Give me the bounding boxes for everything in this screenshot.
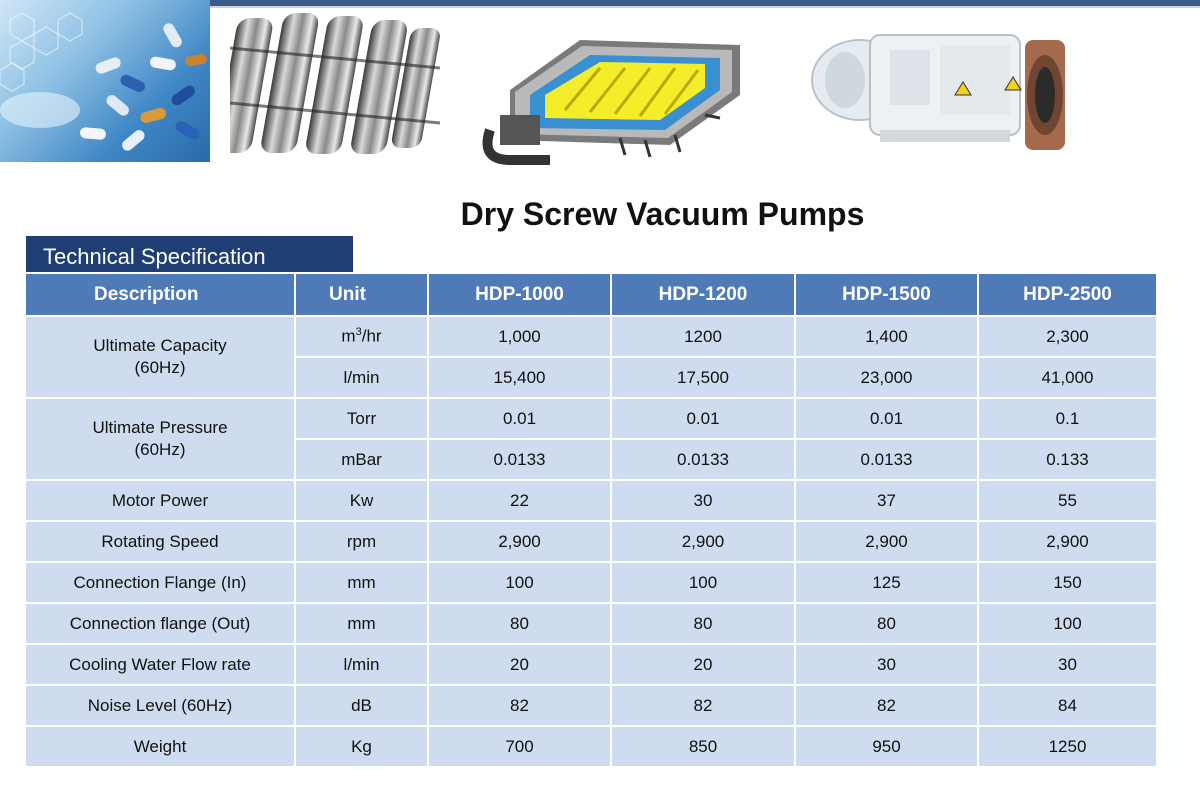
- unit-cell: dB: [296, 686, 427, 725]
- unit-header: Unit: [296, 274, 427, 315]
- description-cell: Weight: [26, 727, 294, 766]
- value-cell: 0.133: [979, 440, 1156, 479]
- cutaway-graphic: [470, 20, 760, 170]
- value-cell: 80: [429, 604, 610, 643]
- unit-cell: [296, 317, 427, 356]
- table-row: [26, 399, 1156, 438]
- description-cell: Cooling Water Flow rate: [26, 645, 294, 684]
- ultimate-capacity-line1: Ultimate Capacity: [93, 336, 227, 355]
- model-header-hdp-1500: HDP-1500: [796, 274, 977, 315]
- unit-cell: Torr: [296, 399, 427, 438]
- unit-cell: mm: [296, 604, 427, 643]
- unit-base: m: [341, 326, 356, 346]
- unit-cell: Kw: [296, 481, 427, 520]
- screw-rotors-photo: [230, 8, 440, 160]
- table-row: [26, 645, 1156, 684]
- value-cell: 0.0133: [429, 440, 610, 479]
- value-cell: 55: [979, 481, 1156, 520]
- page-title-text: Dry Screw Vacuum Pumps: [460, 196, 865, 232]
- value-cell: 0.0133: [612, 440, 794, 479]
- pharmaceutical-capsules-photo: [0, 0, 210, 162]
- value-cell: 20: [612, 645, 794, 684]
- page-title: [0, 196, 1200, 233]
- table-row: [26, 727, 1156, 766]
- value-cell: 15,400: [429, 358, 610, 397]
- value-cell: 22: [429, 481, 610, 520]
- unit-cell: mm: [296, 563, 427, 602]
- rotors-graphic: [230, 8, 440, 160]
- value-cell: 2,900: [612, 522, 794, 561]
- ultimate-pressure-line1: Ultimate Pressure: [92, 418, 228, 437]
- table-row: [26, 522, 1156, 561]
- value-cell: 1,000: [429, 317, 610, 356]
- capsules-graphic: [0, 0, 210, 162]
- description-cell: Rotating Speed: [26, 522, 294, 561]
- value-cell: 37: [796, 481, 977, 520]
- value-cell: 41,000: [979, 358, 1156, 397]
- value-cell: 700: [429, 727, 610, 766]
- value-cell: 950: [796, 727, 977, 766]
- unit-cell: l/min: [296, 358, 427, 397]
- ultimate-capacity-line2: (60Hz): [134, 358, 186, 377]
- value-cell: 100: [612, 563, 794, 602]
- unit-superscript: 3: [355, 326, 362, 339]
- unit-cell: rpm: [296, 522, 427, 561]
- value-cell: 2,900: [979, 522, 1156, 561]
- description-header: Description: [26, 274, 294, 315]
- technical-specification-tab: [26, 236, 353, 272]
- unit-cell: Kg: [296, 727, 427, 766]
- table-row: [26, 686, 1156, 725]
- table-row: [26, 317, 1156, 356]
- value-cell: 100: [429, 563, 610, 602]
- model-header-hdp-1200: HDP-1200: [612, 274, 794, 315]
- value-cell: 2,300: [979, 317, 1156, 356]
- value-cell: 80: [796, 604, 977, 643]
- vacuum-pump-unit-photo: [800, 10, 1090, 170]
- value-cell: 82: [429, 686, 610, 725]
- pump-cutaway-illustration: [470, 20, 760, 170]
- value-cell: 23,000: [796, 358, 977, 397]
- value-cell: 850: [612, 727, 794, 766]
- value-cell: 0.0133: [796, 440, 977, 479]
- value-cell: 80: [612, 604, 794, 643]
- ultimate-pressure-line2: (60Hz): [134, 440, 186, 459]
- value-cell: 20: [429, 645, 610, 684]
- value-cell: 0.01: [612, 399, 794, 438]
- value-cell: 125: [796, 563, 977, 602]
- value-cell: 0.01: [429, 399, 610, 438]
- value-cell: 82: [612, 686, 794, 725]
- value-cell: 0.01: [796, 399, 977, 438]
- value-cell: 1250: [979, 727, 1156, 766]
- unit-tail: /hr: [361, 326, 382, 346]
- description-cell: Connection Flange (In): [26, 563, 294, 602]
- table-header-row: [26, 274, 1156, 315]
- table-row: [26, 604, 1156, 643]
- value-cell: 17,500: [612, 358, 794, 397]
- value-cell: 82: [796, 686, 977, 725]
- pump-unit-graphic: [800, 10, 1090, 170]
- model-header-hdp-1000: HDP-1000: [429, 274, 610, 315]
- value-cell: 84: [979, 686, 1156, 725]
- model-header-hdp-2500: HDP-2500: [979, 274, 1156, 315]
- section-tab-label: Technical Specification: [43, 244, 266, 269]
- ultimate-pressure-label: [26, 399, 294, 479]
- ultimate-capacity-label: [26, 317, 294, 397]
- unit-cell: l/min: [296, 645, 427, 684]
- value-cell: 30: [979, 645, 1156, 684]
- unit-cell: mBar: [296, 440, 427, 479]
- value-cell: 1,400: [796, 317, 977, 356]
- specification-table: [24, 272, 1158, 768]
- value-cell: 2,900: [796, 522, 977, 561]
- table-row: [26, 563, 1156, 602]
- table-row: [26, 481, 1156, 520]
- value-cell: 1200: [612, 317, 794, 356]
- value-cell: 150: [979, 563, 1156, 602]
- description-cell: Motor Power: [26, 481, 294, 520]
- description-cell: Noise Level (60Hz): [26, 686, 294, 725]
- value-cell: 2,900: [429, 522, 610, 561]
- value-cell: 0.1: [979, 399, 1156, 438]
- value-cell: 30: [796, 645, 977, 684]
- description-cell: Connection flange (Out): [26, 604, 294, 643]
- value-cell: 30: [612, 481, 794, 520]
- value-cell: 100: [979, 604, 1156, 643]
